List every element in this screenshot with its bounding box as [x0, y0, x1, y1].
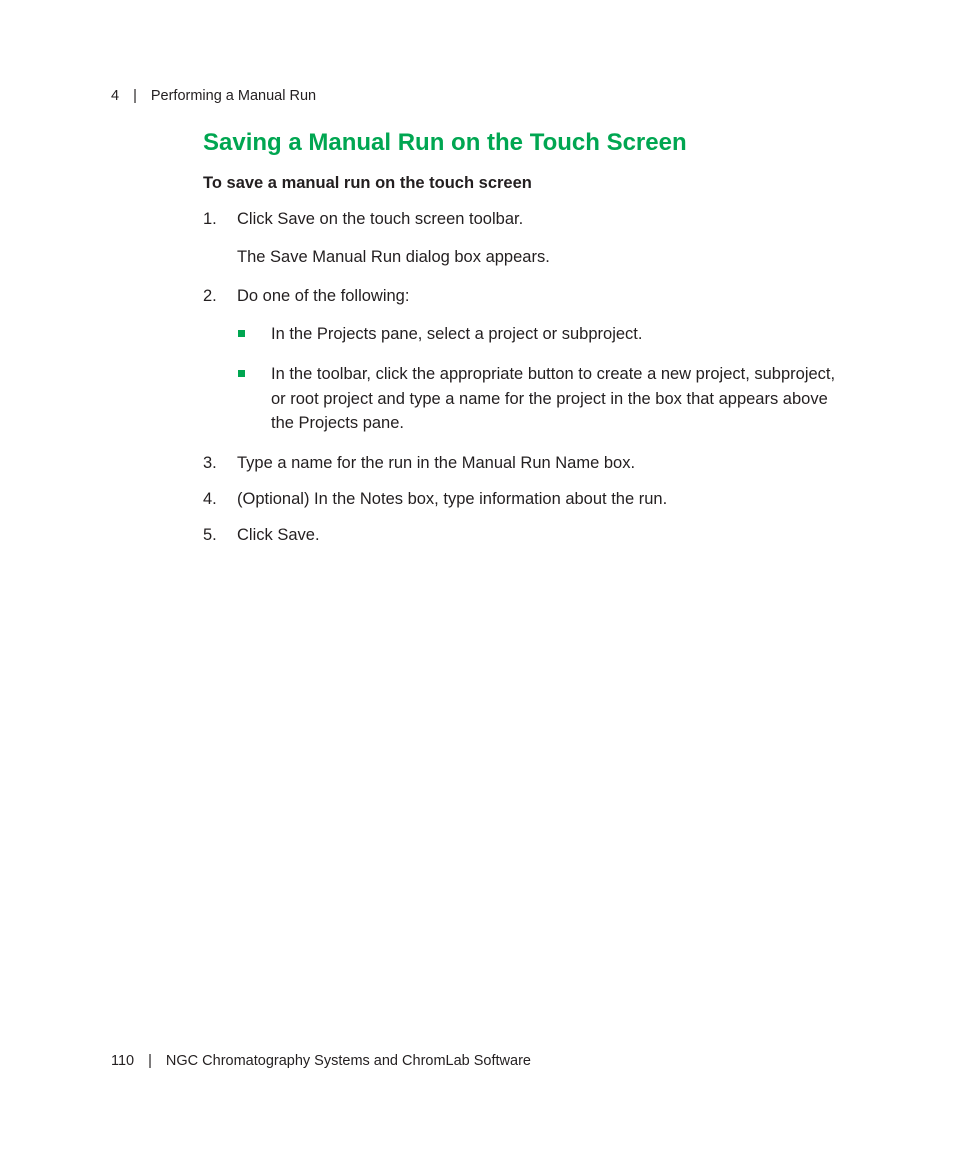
procedure-heading: To save a manual run on the touch screen — [203, 174, 532, 192]
option-text: In the toolbar, click the appropriate button to create a new project, subproject, or root project and type a name for the project in the box that appears above the Projects pane. — [271, 365, 836, 432]
step-1-result: The Save Manual Run dialog box appears. — [237, 248, 550, 266]
book-title: NGC Chromatography Systems and ChromLab Software — [165, 1053, 531, 1069]
step-number: 2. — [203, 287, 217, 305]
step-text: Do one of the following: — [237, 287, 410, 305]
footer-separator: | — [148, 1053, 152, 1069]
option-text: In the Projects pane, select a project or subproject. — [271, 325, 643, 343]
step-text: Type a name for the run in the Manual Run Name box. — [237, 454, 636, 472]
square-bullet-icon — [238, 330, 245, 337]
chapter-number: 4 — [111, 88, 120, 104]
step-text: Click Save. — [237, 526, 320, 544]
page-number: 110 — [111, 1053, 135, 1069]
chapter-title: Performing a Manual Run — [150, 88, 317, 104]
step-number: 4. — [203, 490, 217, 508]
step-text: Click Save on the touch screen toolbar. — [237, 210, 524, 228]
square-bullet-icon — [238, 370, 245, 377]
step-text: (Optional) In the Notes box, type information about the run. — [237, 490, 668, 508]
option-item-1 — [237, 322, 837, 347]
step-3 — [203, 451, 635, 475]
step-2 — [203, 284, 409, 308]
running-header — [111, 87, 316, 105]
option-item-2 — [237, 362, 837, 436]
section-title: Saving a Manual Run on the Touch Screen — [203, 129, 687, 156]
step-number: 5. — [203, 526, 217, 544]
step-1 — [203, 207, 523, 231]
page-footer — [111, 1052, 531, 1070]
step-number: 3. — [203, 454, 217, 472]
step-4 — [203, 487, 667, 511]
header-separator: | — [133, 88, 137, 104]
step-number: 1. — [203, 210, 217, 228]
step-5 — [203, 523, 320, 547]
